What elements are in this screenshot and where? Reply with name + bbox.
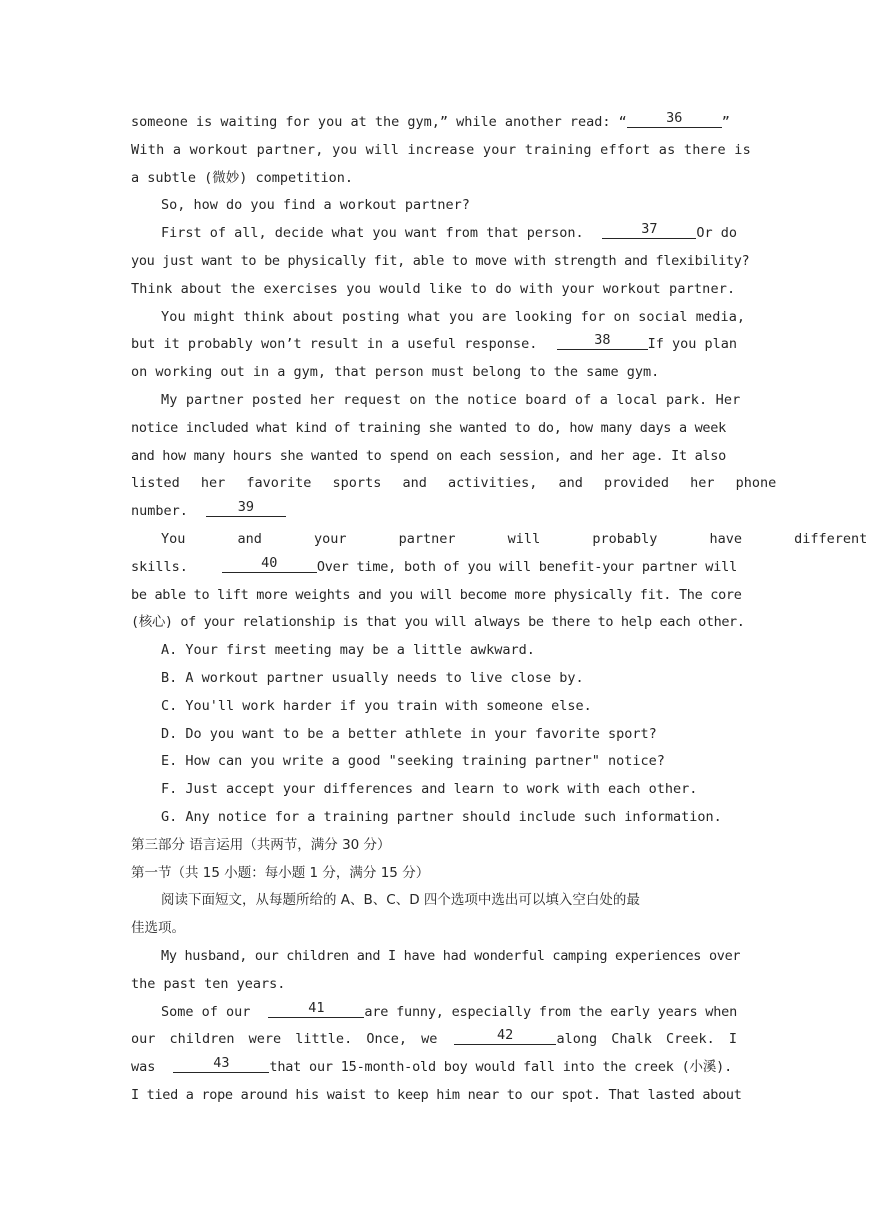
blank-40[interactable]: 40 bbox=[222, 554, 317, 573]
text: on working out in a gym, that person must belong to the same gym. bbox=[131, 364, 660, 381]
subsection-heading: 第一节（共 15 小题：每小题 1 分，满分 15 分） bbox=[131, 864, 430, 881]
text: are funny, especially from the early years when bbox=[364, 1003, 738, 1020]
text-line bbox=[131, 137, 751, 165]
text-line bbox=[131, 192, 737, 220]
text: Or do bbox=[696, 225, 737, 242]
instruction: 阅读下面短文，从每题所给的 A、B、C、D 四个选项中选出可以填入空白处的最 bbox=[161, 892, 640, 909]
text-line bbox=[131, 387, 741, 415]
option-g: G. Any notice for a training partner should include such information. bbox=[161, 808, 722, 825]
text: a subtle (微妙) competition. bbox=[131, 169, 354, 186]
text-line bbox=[131, 554, 737, 582]
section-heading: 第三部分 语言运用（共两节，满分 30 分） bbox=[131, 836, 391, 853]
text-line bbox=[131, 582, 742, 610]
text: Think about the exercises you would like to do with your workout partner. bbox=[131, 280, 736, 297]
text: but it probably won’t result in a useful response. bbox=[131, 336, 538, 353]
document-page bbox=[131, 109, 868, 1110]
text-line bbox=[131, 165, 737, 193]
text: My partner posted her request on the notice board of a local park. Her bbox=[161, 391, 741, 408]
blank-37[interactable]: 37 bbox=[602, 220, 696, 239]
text: skills. bbox=[131, 558, 188, 575]
text-line bbox=[131, 498, 737, 526]
text: My husband, our children and I have had wonderful camping experiences over bbox=[161, 947, 741, 964]
text: someone is waiting for you at the gym,” while another read: “ bbox=[131, 114, 627, 130]
text-line bbox=[131, 443, 737, 471]
text: along Chalk Creek. I bbox=[556, 1031, 737, 1048]
text-line bbox=[131, 331, 737, 359]
text: So, how do you find a workout partner? bbox=[161, 197, 470, 214]
blank-42[interactable]: 42 bbox=[454, 1026, 557, 1045]
text-line bbox=[131, 304, 746, 332]
option-a: A. Your first meeting may be a little awkward. bbox=[161, 642, 535, 659]
text: (核心) of your relationship is that you will always be there to help each other. bbox=[131, 614, 745, 631]
text: that our 15-month-old boy would fall into the creek (小溪). bbox=[269, 1059, 733, 1076]
text-line bbox=[131, 359, 737, 387]
text-line bbox=[131, 109, 737, 137]
text: ” bbox=[721, 114, 730, 130]
text-line bbox=[131, 526, 868, 554]
text: Some of our bbox=[161, 1003, 251, 1020]
blank-38[interactable]: 38 bbox=[557, 331, 647, 350]
blank-43[interactable]: 43 bbox=[173, 1054, 269, 1073]
text-line bbox=[131, 248, 750, 276]
option-b: B. A workout partner usually needs to live close by. bbox=[161, 669, 584, 686]
text: Over time, both of you will benefit-your partner will bbox=[316, 558, 737, 575]
text: was bbox=[131, 1059, 156, 1076]
option-f: F. Just accept your differences and learn to work with each other. bbox=[161, 781, 698, 798]
text-line bbox=[131, 276, 737, 304]
blank-41[interactable]: 41 bbox=[268, 999, 364, 1018]
text: listed her favorite sports and activities, and provided her phone bbox=[131, 475, 777, 492]
text: I tied a rope around his waist to keep him near to our spot. That lasted about bbox=[131, 1086, 742, 1103]
option-e: E. How can you write a good "seeking training partner" notice? bbox=[161, 753, 665, 770]
text: notice included what kind of training she wanted to do, how many days a week bbox=[131, 419, 726, 436]
text-line bbox=[131, 609, 745, 637]
text: If you plan bbox=[647, 336, 737, 353]
text: our children were little. Once, we bbox=[131, 1031, 438, 1048]
text-line bbox=[131, 1082, 742, 1110]
instruction: 佳选项。 bbox=[131, 920, 185, 937]
text-line bbox=[131, 220, 737, 248]
text: the past ten years. bbox=[131, 975, 286, 992]
text: you just want to be physically fit, able to move with strength and flexibility? bbox=[131, 252, 750, 269]
option-d: D. Do you want to be a better athlete in your favorite sport? bbox=[161, 725, 657, 742]
text-line bbox=[131, 470, 777, 498]
text: With a workout partner, you will increase your training effort as there is bbox=[131, 141, 751, 158]
text: First of all, decide what you want from that person. bbox=[161, 225, 584, 242]
text-line bbox=[131, 415, 737, 443]
text: You might think about posting what you are looking for on social media, bbox=[161, 308, 746, 325]
text: You and your partner will probably have different bbox=[161, 530, 868, 547]
option-c: C. You'll work harder if you train with someone else. bbox=[161, 697, 592, 714]
text: and how many hours she wanted to spend on each session, and her age. It also bbox=[131, 447, 726, 464]
blank-39[interactable]: 39 bbox=[206, 498, 286, 517]
text-line bbox=[131, 1054, 737, 1082]
text: number. bbox=[131, 503, 188, 520]
blank-36[interactable]: 36 bbox=[627, 109, 722, 128]
text-line bbox=[131, 971, 737, 999]
text-line bbox=[131, 1026, 737, 1054]
text: be able to lift more weights and you will become more physically fit. The core bbox=[131, 586, 742, 603]
text-line bbox=[131, 943, 741, 971]
text-line bbox=[131, 999, 737, 1027]
